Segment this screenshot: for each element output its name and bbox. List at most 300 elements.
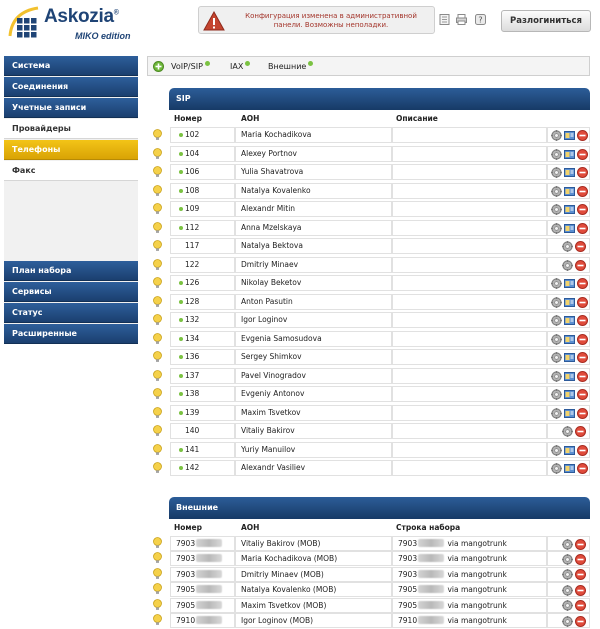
tab-iax[interactable]: IAX bbox=[230, 61, 250, 71]
edition-label: MIKO edition bbox=[75, 31, 131, 41]
extension-number: 109 bbox=[185, 204, 200, 213]
gear-icon[interactable] bbox=[551, 463, 562, 474]
delete-icon[interactable] bbox=[575, 569, 586, 580]
edit-card-icon[interactable] bbox=[564, 371, 575, 382]
extension-number: 128 bbox=[185, 296, 200, 306]
caller-name: Yulia Shavatrova bbox=[241, 167, 304, 176]
description-cell bbox=[392, 294, 547, 310]
gear-icon[interactable] bbox=[551, 445, 562, 456]
lightbulb-icon[interactable] bbox=[153, 462, 162, 474]
caller-name-cell bbox=[235, 442, 392, 458]
table-row[interactable] bbox=[148, 163, 590, 181]
delete-icon[interactable] bbox=[577, 408, 588, 419]
extension-number-cell bbox=[170, 146, 235, 162]
dial-prefix: 7903 bbox=[398, 569, 418, 579]
column-header-description: Описание bbox=[396, 114, 438, 123]
caller-name-cell bbox=[235, 275, 392, 291]
edit-card-icon[interactable] bbox=[564, 130, 575, 141]
lightbulb-icon[interactable] bbox=[153, 351, 162, 363]
description-cell bbox=[392, 238, 547, 254]
extension-number: 132 bbox=[185, 315, 200, 324]
table-row[interactable] bbox=[148, 597, 590, 613]
online-status-dot bbox=[179, 226, 183, 230]
table-row[interactable] bbox=[148, 126, 590, 144]
sidebar bbox=[4, 56, 138, 344]
lightbulb-icon[interactable] bbox=[153, 333, 162, 345]
actions-cell bbox=[547, 257, 590, 273]
svg-text:?: ? bbox=[478, 15, 483, 25]
delete-icon[interactable] bbox=[577, 371, 588, 382]
dial-prefix: 7905 bbox=[398, 600, 418, 610]
column-header-dial-string: Строка набора bbox=[396, 523, 461, 532]
warning-icon bbox=[203, 11, 225, 31]
delete-icon[interactable] bbox=[577, 352, 588, 363]
actions-cell bbox=[547, 349, 590, 365]
external-number-cell bbox=[170, 582, 235, 597]
extension-number-cell bbox=[170, 331, 235, 347]
gear-icon[interactable] bbox=[562, 241, 573, 252]
delete-icon[interactable] bbox=[577, 278, 588, 289]
extension-number-cell bbox=[170, 220, 235, 236]
online-status-dot bbox=[179, 318, 183, 322]
actions-cell bbox=[547, 164, 590, 180]
delete-icon[interactable] bbox=[577, 130, 588, 141]
actions-cell bbox=[547, 127, 590, 143]
redacted-digits bbox=[196, 539, 222, 547]
online-status-dot bbox=[179, 466, 183, 470]
extension-number-cell bbox=[170, 294, 235, 310]
gear-icon[interactable] bbox=[551, 315, 562, 326]
lightbulb-icon[interactable] bbox=[153, 129, 162, 141]
gear-icon[interactable] bbox=[562, 569, 573, 580]
edit-card-icon[interactable] bbox=[564, 204, 575, 215]
dial-string-cell bbox=[392, 598, 547, 613]
lightbulb-icon[interactable] bbox=[153, 425, 162, 437]
caller-name-cell bbox=[235, 331, 392, 347]
logo[interactable] bbox=[8, 4, 143, 44]
caller-name: Sergey Shimkov bbox=[241, 352, 302, 361]
trunk-name: via mangotrunk bbox=[447, 585, 507, 595]
delete-icon[interactable] bbox=[577, 186, 588, 197]
gear-icon[interactable] bbox=[562, 616, 573, 627]
external-number: 7905 bbox=[176, 585, 196, 595]
edit-card-icon[interactable] bbox=[564, 408, 575, 419]
gear-icon[interactable] bbox=[551, 278, 562, 289]
gear-icon[interactable] bbox=[551, 223, 562, 234]
lightbulb-icon[interactable] bbox=[153, 148, 162, 160]
actions-cell bbox=[547, 201, 590, 217]
notes-icon[interactable] bbox=[439, 14, 450, 25]
edit-card-icon[interactable] bbox=[564, 352, 575, 363]
extension-number-cell bbox=[170, 275, 235, 291]
description-cell bbox=[392, 312, 547, 328]
dial-prefix: 7910 bbox=[398, 616, 418, 625]
table-row[interactable] bbox=[148, 182, 590, 200]
column-header-aoh: АОН bbox=[241, 523, 260, 532]
online-status-dot bbox=[179, 281, 183, 285]
delete-icon[interactable] bbox=[577, 445, 588, 456]
extension-number: 104 bbox=[185, 148, 200, 158]
caller-name: Natalya Kovalenko (MOB) bbox=[241, 585, 337, 595]
delete-icon[interactable] bbox=[575, 600, 586, 611]
extension-number: 137 bbox=[185, 370, 200, 380]
edit-card-icon[interactable] bbox=[564, 389, 575, 400]
table-row[interactable] bbox=[148, 237, 590, 255]
delete-icon[interactable] bbox=[575, 539, 586, 550]
table-row[interactable] bbox=[148, 566, 590, 582]
actions-cell bbox=[547, 423, 590, 439]
actions-cell bbox=[547, 312, 590, 328]
gear-icon[interactable] bbox=[551, 371, 562, 382]
external-number: 7905 bbox=[176, 600, 196, 610]
sidebar-item-services[interactable]: Сервисы bbox=[4, 282, 138, 302]
actions-cell bbox=[547, 598, 590, 613]
help-icon[interactable] bbox=[475, 14, 486, 25]
redacted-digits bbox=[196, 554, 222, 562]
redacted-digits bbox=[196, 570, 222, 578]
actions-cell bbox=[547, 551, 590, 566]
gear-icon[interactable] bbox=[562, 585, 573, 596]
extension-number-cell bbox=[170, 164, 235, 180]
gear-icon[interactable] bbox=[551, 352, 562, 363]
actions-cell bbox=[547, 238, 590, 254]
caller-name: Evgenia Samosudova bbox=[241, 333, 322, 343]
actions-cell bbox=[547, 183, 590, 199]
lightbulb-icon[interactable] bbox=[153, 240, 162, 252]
gear-icon[interactable] bbox=[562, 426, 573, 437]
description-cell bbox=[392, 164, 547, 180]
description-cell bbox=[392, 423, 547, 439]
actions-cell bbox=[547, 146, 590, 162]
gear-icon[interactable] bbox=[562, 539, 573, 550]
extension-number: 112 bbox=[185, 222, 200, 232]
online-status-dot bbox=[179, 300, 183, 304]
description-cell bbox=[392, 349, 547, 365]
caller-name: Nikolay Beketov bbox=[241, 278, 302, 287]
actions-cell bbox=[547, 442, 590, 458]
delete-icon[interactable] bbox=[577, 463, 588, 474]
extension-number: 140 bbox=[185, 426, 200, 435]
description-cell bbox=[392, 183, 547, 199]
extension-number-cell bbox=[170, 368, 235, 384]
extension-number: 142 bbox=[185, 463, 200, 472]
external-number: 7910 bbox=[176, 616, 196, 625]
extension-number: 108 bbox=[185, 185, 200, 195]
description-cell bbox=[392, 127, 547, 143]
description-cell bbox=[392, 201, 547, 217]
status-dot bbox=[245, 61, 250, 66]
delete-icon[interactable] bbox=[575, 585, 586, 596]
caller-name: Alexandr Mitin bbox=[241, 204, 296, 213]
description-cell bbox=[392, 257, 547, 273]
external-number: 7903 bbox=[176, 539, 196, 548]
brand-name: Askozia® bbox=[44, 6, 119, 27]
caller-name: Natalya Kovalenko bbox=[241, 185, 311, 195]
caller-name: Alexandr Vasiliev bbox=[241, 463, 306, 472]
gear-icon[interactable] bbox=[551, 204, 562, 215]
caller-name: Maxim Tsvetkov bbox=[241, 407, 301, 417]
sidebar-item-dialplan[interactable]: План набора bbox=[4, 261, 138, 281]
extension-number-cell bbox=[170, 238, 235, 254]
online-status-dot bbox=[179, 207, 183, 211]
edit-card-icon[interactable] bbox=[564, 463, 575, 474]
caller-name: Maxim Tsvetkov (MOB) bbox=[241, 600, 327, 610]
caller-name: Igor Loginov bbox=[241, 315, 288, 324]
online-status-dot bbox=[179, 374, 183, 378]
lightbulb-icon[interactable] bbox=[153, 388, 162, 400]
lightbulb-icon[interactable] bbox=[153, 599, 162, 611]
description-cell bbox=[392, 368, 547, 384]
delete-icon[interactable] bbox=[577, 149, 588, 160]
description-cell bbox=[392, 331, 547, 347]
gear-icon[interactable] bbox=[551, 408, 562, 419]
delete-icon[interactable] bbox=[575, 554, 586, 565]
table-row[interactable] bbox=[148, 441, 590, 459]
extension-number-cell bbox=[170, 201, 235, 217]
actions-cell bbox=[547, 368, 590, 384]
caller-name: Evgeniy Antonov bbox=[241, 389, 305, 398]
edit-card-icon[interactable] bbox=[564, 167, 575, 178]
extension-number: 117 bbox=[185, 241, 200, 250]
delete-icon[interactable] bbox=[577, 315, 588, 326]
caller-name-cell bbox=[235, 536, 392, 551]
caller-name-cell bbox=[235, 220, 392, 236]
edit-card-icon[interactable] bbox=[564, 223, 575, 234]
extension-number: 122 bbox=[185, 259, 200, 269]
actions-cell bbox=[547, 220, 590, 236]
description-cell bbox=[392, 220, 547, 236]
caller-name-cell bbox=[235, 349, 392, 365]
delete-icon[interactable] bbox=[577, 297, 588, 308]
sidebar-item-phones[interactable]: Телефоны bbox=[4, 140, 138, 160]
sip-panel-title: SIP bbox=[169, 88, 590, 110]
gear-icon[interactable] bbox=[551, 130, 562, 141]
dial-prefix: 7903 bbox=[398, 554, 418, 564]
delete-icon[interactable] bbox=[577, 334, 588, 345]
lightbulb-icon[interactable] bbox=[153, 314, 162, 326]
actions-cell bbox=[547, 536, 590, 551]
caller-name-cell bbox=[235, 460, 392, 476]
table-row[interactable] bbox=[148, 219, 590, 237]
extension-number-cell bbox=[170, 127, 235, 143]
trunk-name: via mangotrunk bbox=[447, 616, 507, 625]
askozia-logo-icon bbox=[8, 6, 42, 40]
lightbulb-icon[interactable] bbox=[153, 185, 162, 197]
sidebar-item-accounts[interactable]: Учетные записи bbox=[4, 98, 138, 118]
lightbulb-icon[interactable] bbox=[153, 614, 162, 626]
gear-icon[interactable] bbox=[551, 389, 562, 400]
description-cell bbox=[392, 386, 547, 402]
extension-number-cell bbox=[170, 386, 235, 402]
lightbulb-icon[interactable] bbox=[153, 552, 162, 564]
sidebar-item-advanced[interactable]: Расширенные bbox=[4, 324, 138, 344]
table-row[interactable] bbox=[148, 293, 590, 311]
trunk-name: via mangotrunk bbox=[447, 554, 507, 564]
actions-cell bbox=[547, 460, 590, 476]
extension-number: 138 bbox=[185, 389, 200, 398]
redacted-digits bbox=[418, 601, 444, 609]
lightbulb-icon[interactable] bbox=[153, 203, 162, 215]
online-status-dot bbox=[179, 189, 183, 193]
table-row[interactable] bbox=[148, 612, 590, 628]
edit-card-icon[interactable] bbox=[564, 315, 575, 326]
caller-name-cell bbox=[235, 183, 392, 199]
description-cell bbox=[392, 405, 547, 421]
external-number-cell bbox=[170, 551, 235, 566]
dial-prefix: 7903 bbox=[398, 539, 418, 548]
edit-card-icon[interactable] bbox=[564, 297, 575, 308]
caller-name-cell bbox=[235, 598, 392, 613]
gear-icon[interactable] bbox=[562, 554, 573, 565]
table-row[interactable] bbox=[148, 422, 590, 440]
delete-icon[interactable] bbox=[577, 167, 588, 178]
lightbulb-icon[interactable] bbox=[153, 370, 162, 382]
delete-icon[interactable] bbox=[577, 223, 588, 234]
table-row[interactable] bbox=[148, 200, 590, 218]
table-row[interactable] bbox=[148, 404, 590, 422]
tab-external[interactable]: Внешние bbox=[268, 61, 313, 71]
table-row[interactable] bbox=[148, 145, 590, 163]
lightbulb-icon[interactable] bbox=[153, 222, 162, 234]
config-alert bbox=[198, 6, 435, 34]
header bbox=[0, 0, 600, 46]
caller-name-cell bbox=[235, 582, 392, 597]
status-dot bbox=[308, 61, 313, 66]
table-row[interactable] bbox=[148, 535, 590, 551]
lightbulb-icon[interactable] bbox=[153, 166, 162, 178]
lightbulb-icon[interactable] bbox=[153, 407, 162, 419]
table-row[interactable] bbox=[148, 459, 590, 477]
extension-number: 134 bbox=[185, 333, 200, 343]
online-status-dot bbox=[179, 133, 183, 137]
gear-icon[interactable] bbox=[551, 297, 562, 308]
caller-name-cell bbox=[235, 368, 392, 384]
gear-icon[interactable] bbox=[562, 600, 573, 611]
online-status-dot bbox=[179, 152, 183, 156]
table-row[interactable] bbox=[148, 550, 590, 566]
gear-icon[interactable] bbox=[551, 149, 562, 160]
add-icon[interactable] bbox=[153, 61, 164, 72]
delete-icon[interactable] bbox=[575, 241, 586, 252]
print-icon[interactable] bbox=[456, 14, 467, 25]
lightbulb-icon[interactable] bbox=[153, 259, 162, 271]
redacted-digits bbox=[418, 585, 444, 593]
dial-prefix: 7905 bbox=[398, 585, 418, 595]
edit-card-icon[interactable] bbox=[564, 445, 575, 456]
extension-number-cell bbox=[170, 423, 235, 439]
caller-name-cell bbox=[235, 127, 392, 143]
lightbulb-icon[interactable] bbox=[153, 444, 162, 456]
caller-name: Anton Pasutin bbox=[241, 296, 293, 306]
sidebar-item-system[interactable]: Система bbox=[4, 56, 138, 76]
caller-name-cell bbox=[235, 201, 392, 217]
delete-icon[interactable] bbox=[575, 616, 586, 627]
caller-name: Dmitriy Minaev bbox=[241, 259, 299, 269]
gear-icon[interactable] bbox=[562, 260, 573, 271]
sidebar-item-status[interactable]: Статус bbox=[4, 303, 138, 323]
caller-name: Dmitriy Minaev (MOB) bbox=[241, 569, 324, 579]
extension-number: 136 bbox=[185, 352, 200, 361]
table-row[interactable] bbox=[148, 311, 590, 329]
caller-name-cell bbox=[235, 567, 392, 582]
online-status-dot bbox=[179, 337, 183, 341]
lightbulb-icon[interactable] bbox=[153, 537, 162, 549]
redacted-digits bbox=[418, 554, 444, 562]
table-row[interactable] bbox=[148, 348, 590, 366]
caller-name-cell bbox=[235, 146, 392, 162]
caller-name-cell bbox=[235, 551, 392, 566]
caller-name: Pavel Vinogradov bbox=[241, 370, 306, 380]
tab-voip-sip[interactable]: VoIP/SIP bbox=[171, 61, 210, 71]
trunk-name: via mangotrunk bbox=[447, 539, 507, 548]
actions-cell bbox=[547, 405, 590, 421]
sidebar-item-fax[interactable]: Факс bbox=[4, 161, 138, 181]
lightbulb-icon[interactable] bbox=[153, 296, 162, 308]
delete-icon[interactable] bbox=[577, 204, 588, 215]
extension-number: 102 bbox=[185, 130, 200, 139]
table-row[interactable] bbox=[148, 367, 590, 385]
column-header-number: Номер bbox=[174, 114, 203, 123]
caller-name-cell bbox=[235, 405, 392, 421]
edit-card-icon[interactable] bbox=[564, 149, 575, 160]
dial-string-cell bbox=[392, 536, 547, 551]
delete-icon[interactable] bbox=[575, 260, 586, 271]
delete-icon[interactable] bbox=[575, 426, 586, 437]
caller-name-cell bbox=[235, 312, 392, 328]
extension-number-cell bbox=[170, 460, 235, 476]
caller-name: Igor Loginov (MOB) bbox=[241, 616, 314, 625]
caller-name: Maria Kochadikova bbox=[241, 130, 312, 139]
caller-name-cell bbox=[235, 386, 392, 402]
table-row[interactable] bbox=[148, 581, 590, 597]
redacted-digits bbox=[418, 570, 444, 578]
sidebar-item-connections[interactable]: Соединения bbox=[4, 77, 138, 97]
logout-button[interactable]: Разлогиниться bbox=[501, 10, 591, 32]
delete-icon[interactable] bbox=[577, 389, 588, 400]
table-row[interactable] bbox=[148, 256, 590, 274]
caller-name: Yuriy Manuilov bbox=[241, 444, 296, 454]
caller-name-cell bbox=[235, 423, 392, 439]
trunk-name: via mangotrunk bbox=[447, 569, 507, 579]
gear-icon[interactable] bbox=[551, 334, 562, 345]
extension-number-cell bbox=[170, 183, 235, 199]
lightbulb-icon[interactable] bbox=[153, 568, 162, 580]
redacted-digits bbox=[196, 616, 222, 624]
lightbulb-icon[interactable] bbox=[153, 583, 162, 595]
sidebar-item-providers[interactable]: Провайдеры bbox=[4, 119, 138, 139]
table-row[interactable] bbox=[148, 274, 590, 292]
description-cell bbox=[392, 275, 547, 291]
external-number: 7903 bbox=[176, 554, 196, 564]
extension-number-cell bbox=[170, 349, 235, 365]
edit-card-icon[interactable] bbox=[564, 186, 575, 197]
actions-cell bbox=[547, 386, 590, 402]
gear-icon[interactable] bbox=[551, 186, 562, 197]
edit-card-icon[interactable] bbox=[564, 334, 575, 345]
column-header-number: Номер bbox=[174, 523, 203, 532]
gear-icon[interactable] bbox=[551, 167, 562, 178]
description-cell bbox=[392, 146, 547, 162]
column-header-aoh: АОН bbox=[241, 114, 260, 123]
table-row[interactable] bbox=[148, 330, 590, 348]
lightbulb-icon[interactable] bbox=[153, 277, 162, 289]
redacted-digits bbox=[196, 585, 222, 593]
caller-name-cell bbox=[235, 613, 392, 628]
status-dot bbox=[205, 61, 210, 66]
table-row[interactable] bbox=[148, 385, 590, 403]
external-number: 7903 bbox=[176, 569, 196, 579]
edit-card-icon[interactable] bbox=[564, 278, 575, 289]
